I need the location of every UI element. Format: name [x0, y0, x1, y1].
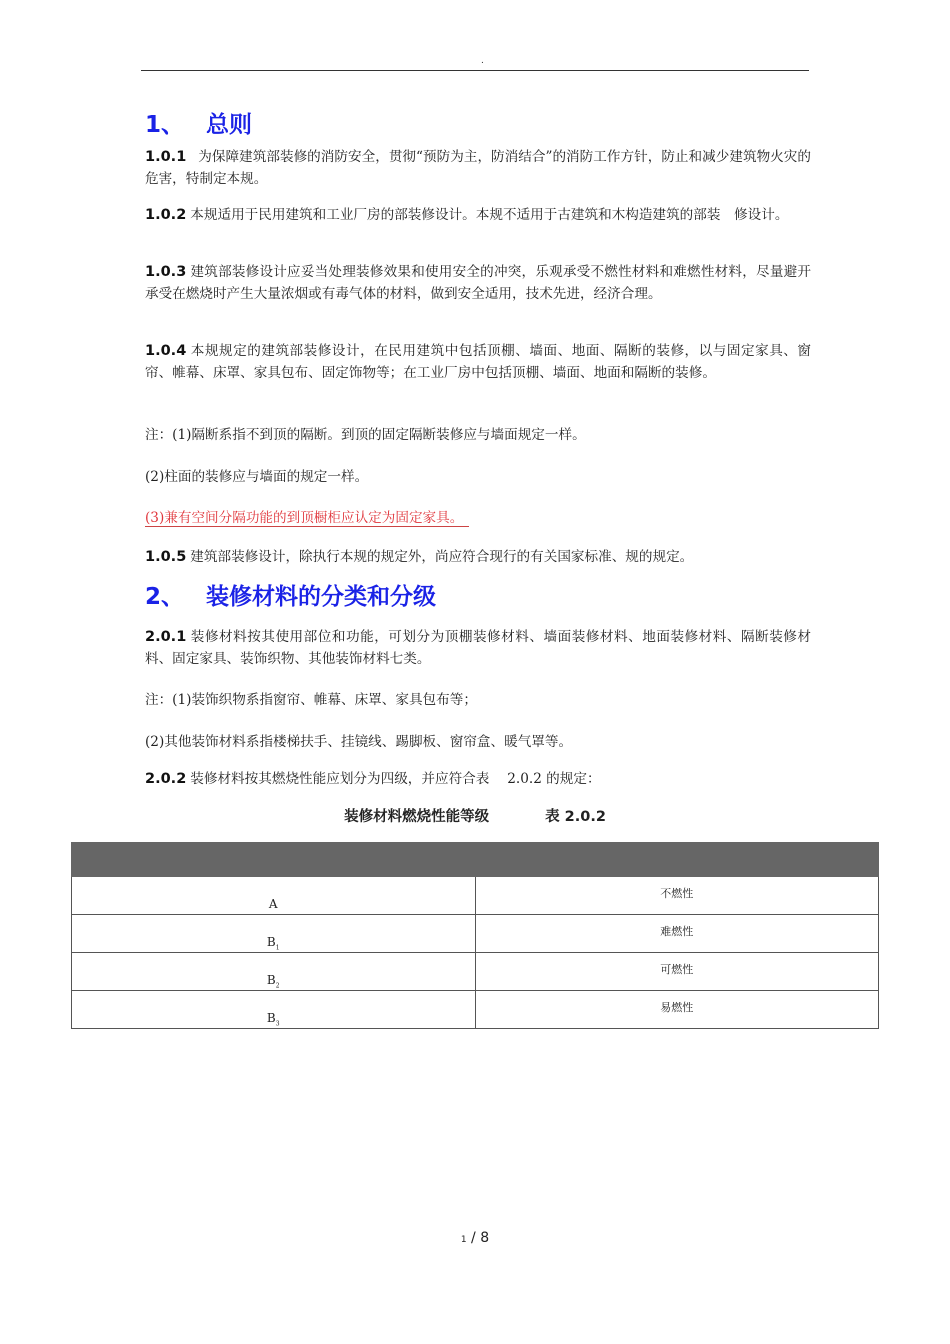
note-3-revised [145, 508, 811, 530]
section-title: 总则 [206, 112, 253, 138]
description-cell: 难燃性 [475, 915, 879, 953]
clause-text: 本规规定的建筑部装修设计，在民用建筑中包括顶棚、墙面、地面、隔断的装修，以与固定家具、窗帘、帷幕、床罩、家具包布、固定饰物等；在工业厂房中包括顶棚、墙面、地面和隔断的装修。 [145, 343, 811, 381]
section-heading-2 [145, 578, 436, 611]
clause-text: 装修材料按其使用部位和功能，可划分为顶棚装修材料、墙面装修材料、地面装修材料、隔断装修材料、固定家具、装饰织物、其他装饰材料七类。 [145, 629, 811, 667]
clause-1-0-1 [145, 147, 811, 190]
grade-subscript: 3 [275, 1020, 280, 1027]
clause-2-0-2 [145, 769, 811, 791]
section-number: 1、 [145, 112, 185, 138]
page-number [0, 1230, 950, 1246]
grade-letter: B [266, 972, 276, 987]
clause-label: 2.0.2 [145, 771, 187, 787]
note-2: (2)柱面的装修应与墙面的规定一样。 [145, 469, 369, 485]
table-row [72, 991, 879, 1029]
table-row [72, 915, 879, 953]
flammability-grade-table [71, 842, 879, 1029]
header-rule [141, 70, 809, 71]
current-page: 1 [460, 1235, 467, 1245]
grade-cell [72, 991, 476, 1029]
section-title: 装修材料的分类和分级 [206, 584, 437, 610]
section-heading-1 [145, 106, 252, 139]
clause-label: 1.0.1 [145, 149, 187, 165]
section-number: 2、 [145, 584, 185, 610]
clause-text: 为保障建筑部装修的消防安全，贯彻“预防为主，防消结合”的消防工作方针，防止和减少建筑物火灾的危害，特制定本规。 [145, 149, 811, 187]
grade-letter: A [268, 896, 278, 911]
note-1: 注：(1)隔断系指不到顶的隔断。到顶的固定隔断装修应与墙面规定一样。 [145, 427, 586, 443]
clause-2-0-1 [145, 627, 811, 670]
grade-letter: B [266, 934, 276, 949]
grade-cell [72, 877, 476, 915]
table-header-row [72, 843, 879, 877]
description-cell: 可燃性 [475, 953, 879, 991]
clause-label: 1.0.5 [145, 549, 187, 565]
clause-label: 1.0.4 [145, 343, 187, 359]
clause-text: 装修材料按其燃烧性能应划分为四级，并应符合表 2.0.2 的规定： [190, 771, 601, 787]
clause-label: 2.0.1 [145, 629, 187, 645]
grade-letter: B [266, 1010, 276, 1025]
clause-1-0-5 [145, 547, 811, 569]
note-4: 注：(1)装饰织物系指窗帘、帷幕、床罩、家具包布等； [145, 692, 477, 708]
grade-subscript: 2 [275, 982, 280, 989]
table-header-cell [72, 843, 879, 877]
red-underlined-note: (3)兼有空间分隔功能的到顶橱柜应认定为固定家具。 [145, 510, 469, 527]
table-caption-number: 表 2.0.2 [545, 809, 606, 825]
clause-text: 建筑部装修设计，除执行本规的规定外，尚应符合现行的有关国家标准、规的规定。 [190, 549, 694, 565]
grade-cell [72, 953, 476, 991]
table-row [72, 877, 879, 915]
grade-cell [72, 915, 476, 953]
table-caption-title: 装修材料燃烧性能等级 [344, 809, 490, 825]
note-5: (2)其他装饰材料系指楼梯扶手、挂镜线、踢脚板、窗帘盒、暖气罩等。 [145, 734, 573, 750]
table-caption [0, 805, 950, 826]
grade-subscript: 1 [275, 944, 280, 951]
description-cell: 不燃性 [475, 877, 879, 915]
clause-text: 建筑部装修设计应妥当处理装修效果和使用安全的冲突，乐观承受不燃性材料和难燃性材料，尽量避开承受在燃烧时产生大量浓烟或有毒气体的材料，做到安全适用，技术先进，经济合理。 [145, 264, 811, 302]
clause-label: 1.0.3 [145, 264, 187, 280]
page-separator: / [471, 1230, 476, 1246]
total-pages: 8 [480, 1230, 490, 1246]
description-cell: 易燃性 [475, 991, 879, 1029]
clause-1-0-2 [145, 205, 811, 227]
clause-1-0-3 [145, 262, 811, 305]
header-dot: . [481, 56, 484, 66]
clause-1-0-4 [145, 341, 811, 384]
clause-text: 本规适用于民用建筑和工业厂房的部装修设计。本规不适用于古建筑和木构造建筑的部装 修设计。 [190, 207, 789, 223]
table-row [72, 953, 879, 991]
clause-label: 1.0.2 [145, 207, 187, 223]
